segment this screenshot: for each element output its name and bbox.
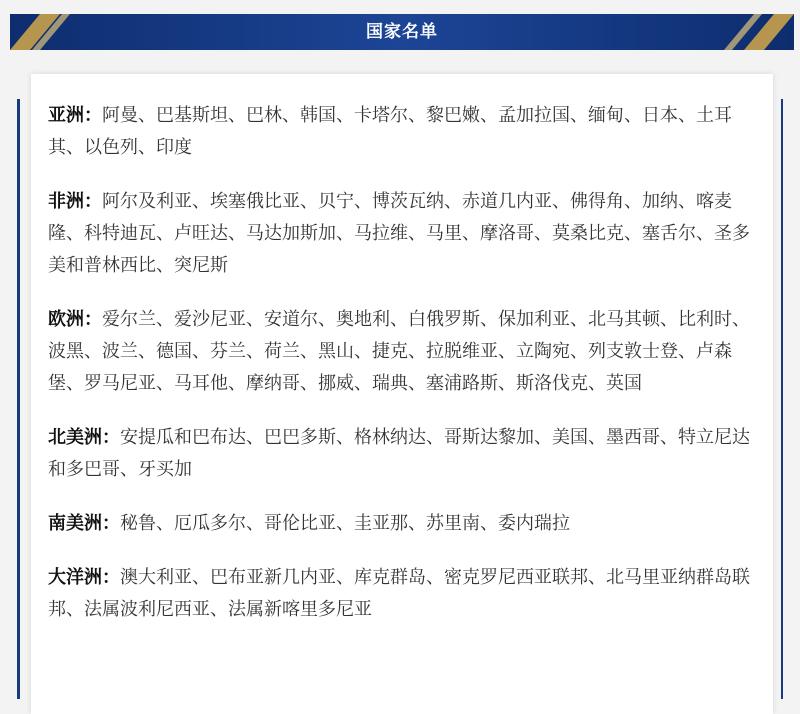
region-countries: 阿曼、巴基斯坦、巴林、韩国、卡塔尔、黎巴嫩、孟加拉国、缅甸、日本、土耳其、以色列、印度 (48, 105, 732, 158)
region-label: 亚洲： (48, 105, 102, 126)
region-label: 欧洲： (48, 309, 102, 330)
region-asia (48, 100, 760, 164)
region-countries: 秘鲁、厄瓜多尔、哥伦比亚、圭亚那、苏里南、委内瑞拉 (120, 513, 570, 534)
region-label: 非洲： (48, 191, 102, 212)
left-border-line (17, 99, 20, 699)
region-europe (48, 304, 760, 400)
country-list (48, 100, 760, 648)
region-label: 南美洲： (48, 513, 120, 534)
region-countries: 澳大利亚、巴布亚新几内亚、库克群岛、密克罗尼西亚联邦、北马里亚纳群岛联邦、法属波利尼西亚、法属新喀里多尼亚 (48, 567, 750, 620)
region-oceania (48, 562, 760, 626)
region-countries: 阿尔及利亚、埃塞俄比亚、贝宁、博茨瓦纳、赤道几内亚、佛得角、加纳、喀麦隆、科特迪瓦、卢旺达、马达加斯加、马拉维、马里、摩洛哥、莫桑比克、塞舌尔、圣多美和普林西比、突尼斯 (48, 191, 750, 276)
region-label: 大洋洲： (48, 567, 120, 588)
region-countries: 安提瓜和巴布达、巴巴多斯、格林纳达、哥斯达黎加、美国、墨西哥、特立尼达和多巴哥、牙买加 (48, 427, 750, 480)
region-countries: 爱尔兰、爱沙尼亚、安道尔、奥地利、白俄罗斯、保加利亚、北马其顿、比利时、波黑、波兰、德国、芬兰、荷兰、黑山、捷克、拉脱维亚、立陶宛、列支敦士登、卢森堡、罗马尼亚、马耳他、摩纳哥、挪威、瑞典、塞浦路斯、斯洛伐克、英国 (48, 309, 750, 394)
region-south-america (48, 508, 760, 540)
region-label: 北美洲： (48, 427, 120, 448)
page-title: 国家名单 (366, 22, 438, 42)
right-border-line (781, 99, 783, 699)
region-africa (48, 186, 760, 282)
header-banner (10, 14, 794, 50)
region-north-america (48, 422, 760, 486)
